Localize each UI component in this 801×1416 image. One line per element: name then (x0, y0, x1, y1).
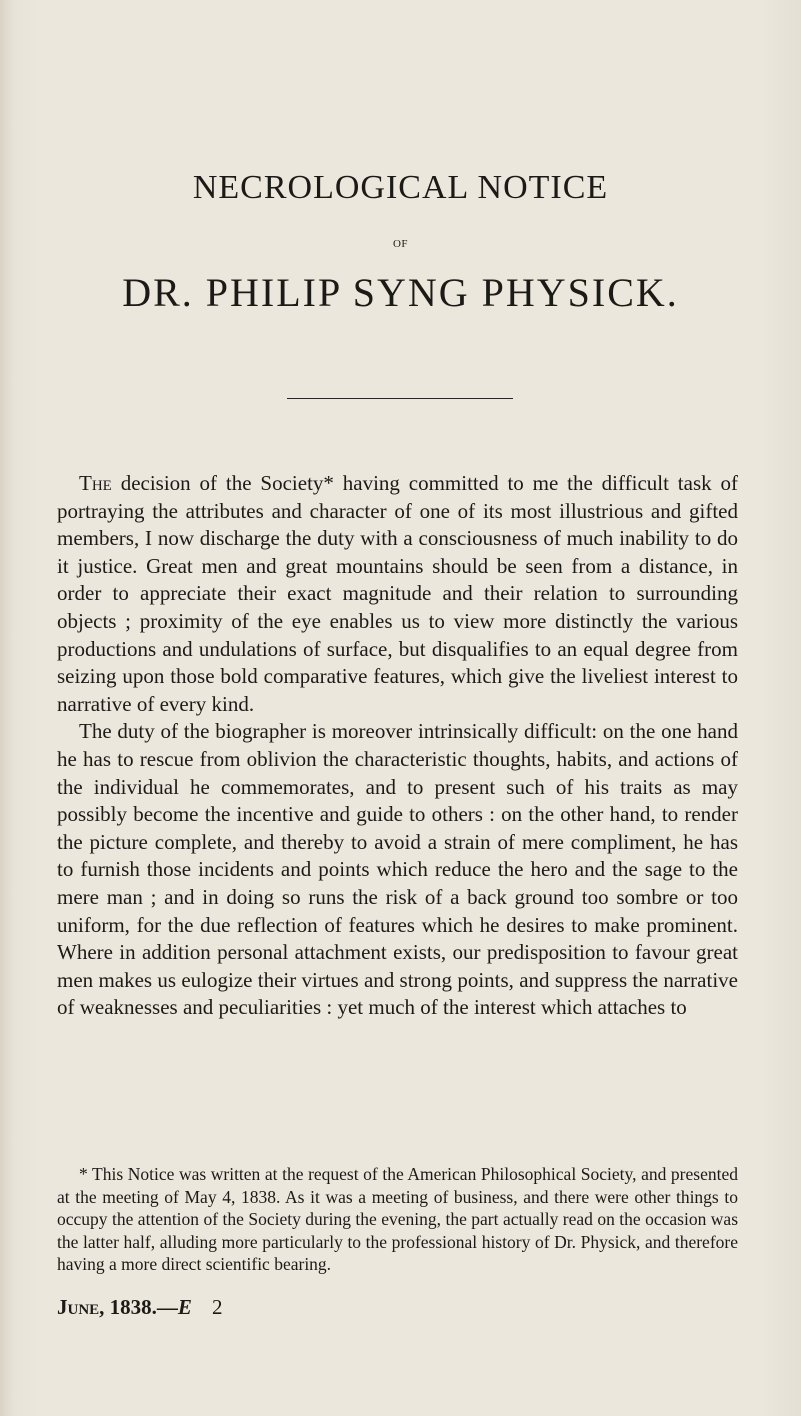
signature-date (57, 1295, 192, 1319)
notice-title: NECROLOGICAL NOTICE (192, 169, 609, 206)
signature-letter: E (177, 1295, 192, 1319)
footnote (57, 1163, 738, 1276)
subject-name: DR. PHILIP SYNG PHYSICK. (122, 270, 679, 315)
opening-word: The (79, 471, 112, 495)
signature-number: 2 (212, 1295, 223, 1319)
paragraph-2: The duty of the biographer is moreover intrinsically difficult: on the one hand he has to rescue from oblivion the characteristic thoughts, habits, and actions of the individual he commemorates, and to present such of his traits as may possibly become the incentive and guide to others : on the other hand, to render the picture complete, and thereby to avoid a strain of mere compliment, he has to furnish those incidents and points which reduce the hero and the sage to the mere man ; and in doing so runs the risk of a back ground too sombre or too uniform, for the due reflection of features which he desires to make prominent. Where in addition personal attachment exists, our predisposition to favour great men makes us eulogize their virtues and strong points, and suppress the narrative of weaknesses and peculiarities : yet much of the interest which attaches to (57, 719, 738, 1020)
footnote-text: * This Notice was written at the request of the American Philosophical Society, and presented at the meeting of May 4, 1838. As it was a meeting of business, and there were other things to occupy the attention of the Society during the evening, the part actually read on the occasion was the latter half, alluding more particularly to the professional history of Dr. Physick, and therefore having a more direct scientific bearing. (57, 1164, 738, 1274)
signature-date-text: June, 1838.— (57, 1295, 178, 1319)
main-text (57, 470, 738, 1022)
title-divider (287, 398, 513, 399)
paragraph-1 (57, 470, 738, 718)
title-connector: OF (392, 238, 409, 250)
paragraph-1-text: decision of the Society* having committed to me the difficult task of portraying the attributes and character of one of its most illustrious and gifted members, I now discharge the duty with a consciousness of much inability to do it justice. Great men and great mountains should be seen from a distance, in order to appreciate their exact magnitude and their relation to surrounding objects ; proximity of the eye enables us to view more distinctly the various productions and undulations of surface, but disqualifies to an equal degree from seizing upon those bold comparative features, which give the liveliest interest to narrative of every kind. (57, 471, 738, 716)
